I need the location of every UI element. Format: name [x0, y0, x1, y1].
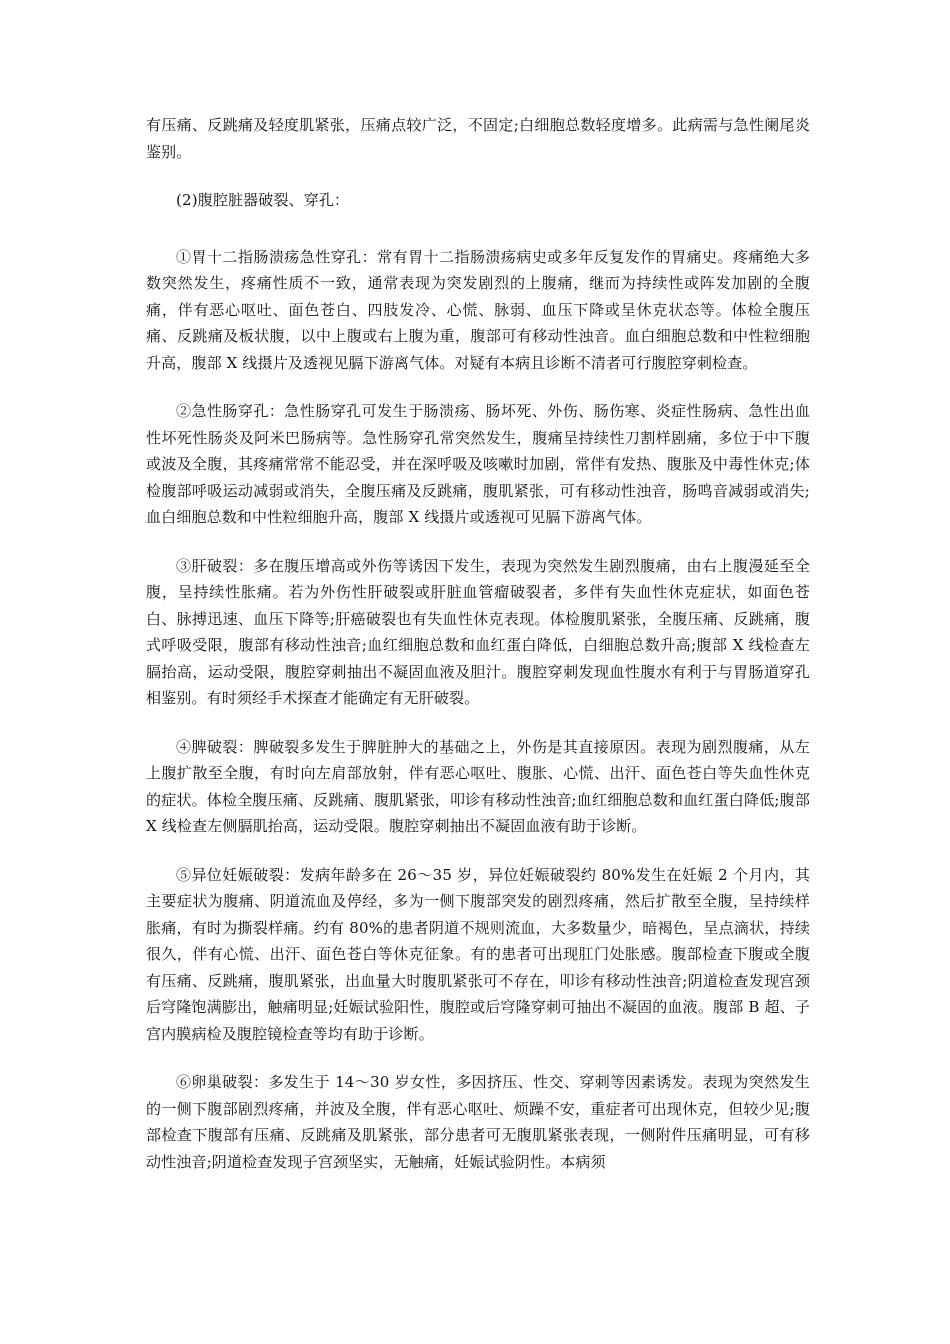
paragraph-liver-rupture: ③肝破裂：多在腹压增高或外伤等诱因下发生，表现为突然发生剧烈腹痛，由右上腹漫延至全腹，呈持续性胀痛。若为外伤性肝破裂或肝脏血管瘤破裂者，多伴有失血性休克症状，如面色苍白、脉搏迅速、血压下降等;肝癌破裂也有失血性休克表现。体检腹肌紧张，全腹压痛、反跳痛，腹式呼吸受限，腹部有移动性浊音;血红细胞总数和血红蛋白降低，白细胞总数升高;腹部 X 线检查左膈抬高，运动受限，腹腔穿刺抽出不凝固血液及胆汁。腹腔穿刺发现血性腹水有利于与胃肠道穿孔相鉴别。有时须经手术探查才能确定有无肝破裂。	[146, 556, 810, 707]
section-heading: (2)腹腔脏器破裂、穿孔：	[176, 191, 350, 209]
paragraph-gastroduodenal-perforation: ①胃十二指肠溃疡急性穿孔：常有胃十二指肠溃疡病史或多年反复发作的胃痛史。疼痛绝大多数突然发生，疼痛性质不一致，通常表现为突发剧烈的上腹痛，继而为持续性或阵发加剧的全腹痛，伴有恶心呕吐、面色苍白、四肢发冷、心慌、脉弱、血压下降或呈休克状态等。体检全腹压痛、反跳痛及板状腹，以中上腹或右上腹为重，腹部可有移动性浊音。血白细胞总数和中性粒细胞升高，腹部 X 线摄片及透视见膈下游离气体。对疑有本病且诊断不清者可行腹腔穿刺检查。	[146, 247, 810, 372]
paragraph-ectopic-pregnancy-rupture: ⑤异位妊娠破裂：发病年龄多在 26～35 岁，异位妊娠破裂约 80%发生在妊娠 2 个月内，其主要症状为腹痛、阴道流血及停经，多为一侧下腹部突发的剧烈疼痛，然后扩散至全腹，呈持续样胀痛，有时为撕裂样痛。约有 80%的患者阴道不规则流血，大多数量少，暗褐色，呈点滴状，持续很久，伴有心慌、出汗、面色苍白等休克征象。有的患者可出现肛门处胀感。腹部检查下腹或全腹有压痛、反跳痛，腹肌紧张，出血量大时腹肌紧张可不存在，叩诊有移动性浊音;阴道检查发现宫颈后穹隆饱满膨出，触痛明显;妊娠试验阳性，腹腔或后穹隆穿刺可抽出不凝固的血液。腹部 B 超、子宫内膜病检及腹腔镜检查等均有助于诊断。	[146, 865, 810, 1043]
paragraph-ovarian-rupture: ⑥卵巢破裂：多发生于 14～30 岁女性，多因挤压、性交、穿刺等因素诱发。表现为突然发生的一侧下腹部剧烈疼痛，并波及全腹，伴有恶心呕吐、烦躁不安，重症者可出现休克，但较少见;腹部检查下腹部有压痛、反跳痛及肌紧张，部分患者可无腹肌紧张表现，一侧附件压痛明显，可有移动性浊音;阴道检查发现子宫颈坚实，无触痛，妊娠试验阴性。本病须	[146, 1073, 810, 1171]
document-body	[146, 112, 810, 1197]
paragraph-spleen-rupture: ④脾破裂：脾破裂多发生于脾脏肿大的基础之上，外伤是其直接原因。表现为剧烈腹痛，从左上腹扩散至全腹，有时向左肩部放射，伴有恶心呕吐、腹胀、心慌、出汗、面色苍白等失血性休克的症状。体检全腹压痛、反跳痛、腹肌紧张，叩诊有移动性浊音;血红细胞总数和血红蛋白降低;腹部 X 线检查左侧膈肌抬高，运动受限。腹腔穿刺抽出不凝固血液有助于诊断。	[146, 737, 810, 835]
paragraph-continuation: 有压痛、反跳痛及轻度肌紧张，压痛点较广泛，不固定;白细胞总数轻度增多。此病需与急性阑尾炎鉴别。	[146, 116, 810, 161]
paragraph-intestinal-perforation: ②急性肠穿孔：急性肠穿孔可发生于肠溃疡、肠坏死、外伤、肠伤寒、炎症性肠病、急性出血性坏死性肠炎及阿米巴肠病等。急性肠穿孔常突然发生，腹痛呈持续性刀割样剧痛，多位于中下腹或波及全腹，其疼痛常常不能忍受，并在深呼吸及咳嗽时加剧，常伴有发热、腹胀及中毒性休克;体检腹部呼吸运动减弱或消失，全腹压痛及反跳痛，腹肌紧张，可有移动性浊音，肠鸣音减弱或消失;血白细胞总数和中性粒细胞升高，腹部 X 线摄片或透视可见膈下游离气体。	[146, 402, 810, 526]
